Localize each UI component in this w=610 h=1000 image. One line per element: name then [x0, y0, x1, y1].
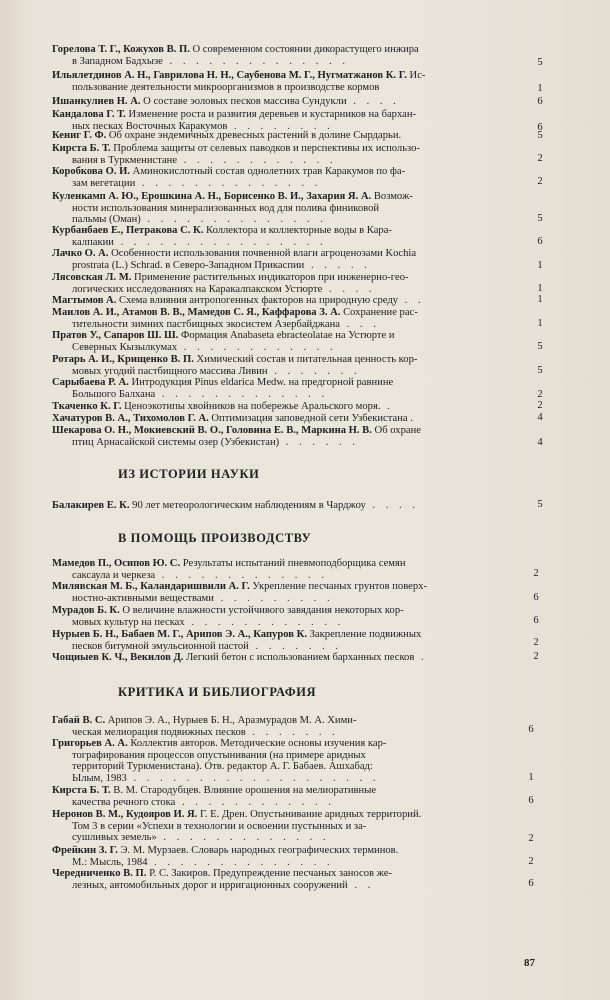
entry-title-cont: качества речного стока [72, 796, 176, 808]
leader-dots: . . . . [346, 96, 400, 107]
leader-dots: . . . . . . . . . . . . . . [162, 55, 350, 67]
page-ref: 1 [537, 283, 543, 294]
entry-title: О современном состоянии дикорастущего инжира [189, 44, 419, 55]
entry-title: Изменение роста и развития деревьев и кустарников на бархан- [125, 109, 417, 120]
leader-dots: . . . . . . . [245, 726, 339, 738]
entry-title: Возмож- [371, 191, 413, 202]
page-ref: 2 [537, 153, 543, 164]
entry [52, 652, 514, 664]
entry-title: Об охране эндемичных древесных растений в долине Сырдарьи. [106, 130, 402, 141]
entry-title-cont: мовых культур на песках [72, 616, 185, 628]
entry-title: Оптимизация заповедной сети Узбекистана . [208, 413, 413, 424]
leader-dots: . . . . . . . . . . . . . [155, 388, 329, 400]
leader-dots: . . . . [322, 283, 376, 295]
entry-author: Кениг Г. Ф. [52, 130, 107, 141]
entry [52, 425, 514, 448]
leader-dots: . [414, 652, 428, 663]
leader-dots: . . . . [365, 500, 419, 511]
entry-title: Коллектив авторов. Методические основы изучения кар- [127, 738, 387, 749]
entry [52, 377, 514, 400]
entry-author: Курбанбаев Е., Петракова С. К. [52, 225, 204, 236]
page-ref: 2 [537, 176, 543, 187]
entry-author: Мурадов Б. К. [52, 605, 120, 616]
page-ref: 6 [537, 122, 543, 133]
page-number: 87 [524, 957, 535, 969]
section-heading-history: ИЗ ИСТОРИИ НАУКИ [118, 467, 260, 481]
entry [52, 413, 514, 425]
leader-dots: . . . . . . . . . . . . . . . . . . . [126, 772, 380, 784]
entry-author: Чощиыев К. Ч., Векилов Д. [52, 652, 184, 663]
entry-title-cont: ных песках Восточных Каракумов [72, 120, 228, 132]
entry-title-cont: лезных, автомобильных дорог и ирригационных сооружений [72, 879, 348, 891]
page-ref: 2 [533, 637, 539, 648]
entry-title-cont: песков битумной эмульсионной пастой [72, 640, 249, 652]
page-ref: 1 [537, 294, 543, 305]
leader-dots: . . . . . . . . . . . . [177, 154, 337, 166]
entry-author: Ткаченко К. Г. [52, 401, 122, 412]
entry [52, 44, 514, 67]
entry-author: Григорьев А. А. [52, 738, 128, 749]
entry-title-cont: ческая мелиорация подвижных песков [72, 726, 246, 738]
page-ref: 1 [537, 260, 543, 271]
entry [52, 845, 514, 868]
entry-author: Кирста Б. Т. [52, 143, 111, 154]
entry-title-cont: Ылым, 1983 [72, 772, 127, 784]
entry-title-cont: Большого Балхана [72, 388, 156, 400]
leader-dots: . . . . . . . . . . . . [175, 796, 335, 808]
entry-title: Легкий бетон с использованием барханных песков [183, 652, 415, 663]
page-ref: 6 [537, 96, 543, 107]
entry-author: Милявская М. Б., Каландаришвили А. Г. [52, 581, 250, 592]
leader-dots: . . . . . . . . . . . . . . . . [113, 236, 327, 248]
leader-dots: . . . . . . . [267, 365, 361, 377]
entry-title: Формация Anabaseta ebracteolatae на Устюрте и [178, 330, 395, 341]
entry-title-cont: сушливых земель» [72, 832, 157, 844]
page-ref: 5 [537, 341, 543, 352]
entry [52, 401, 514, 413]
page-ref: 5 [537, 130, 543, 141]
entry [52, 581, 514, 604]
entry-title: Э. М. Мурзаев. Словарь народных географических терминов. [117, 845, 399, 856]
entry-author: Мамедов П., Осипов Ю. С. [52, 558, 181, 569]
page-ref: 6 [533, 592, 539, 603]
leader-dots: . . . . . . [279, 436, 359, 448]
entry [52, 715, 514, 738]
entry-title: Ценоэкотипы хвойников на побережье Аральского моря. [121, 401, 381, 412]
entry-title: Закрепление подвижных [306, 629, 422, 640]
entry-title: Р. С. Закиров. Предупреждение песчаных заносов же- [146, 868, 393, 879]
entry-title-cont: пальмы (Оман) [72, 214, 141, 226]
page-ref: 4 [537, 412, 543, 423]
entry [52, 295, 514, 307]
page-ref: 6 [533, 615, 539, 626]
page-ref: 5 [537, 365, 543, 376]
page-ref: 6 [528, 878, 534, 889]
page-ref: 5 [537, 57, 543, 68]
entry [52, 248, 514, 271]
entry-title: Ис- [406, 70, 426, 81]
entry [52, 143, 514, 166]
entry [52, 558, 514, 581]
entry-author: Лясовская Л. М. [52, 272, 132, 283]
entry-author: Кандалова Г. Т. [52, 109, 126, 120]
entry-title-cont: М.: Мысль, 1984 [72, 856, 148, 868]
leader-dots: . . [347, 879, 375, 891]
page-ref: 1 [537, 318, 543, 329]
entry-title: Сохранение рас- [340, 307, 418, 318]
entry-title: Проблема защиты от селевых паводков и перспективы их использо- [110, 143, 420, 154]
entry-title: О величине влажности устойчивого завядания некоторых кор- [119, 605, 404, 616]
entry-title-cont: тографирования процессов опустынивания (на примере аридных [72, 749, 366, 761]
page-ref: 2 [537, 389, 543, 400]
page-ref: 4 [537, 437, 543, 448]
section-heading-production: В ПОМОЩЬ ПРОИЗВОДСТВУ [118, 531, 312, 545]
entry [52, 785, 514, 808]
entry [52, 738, 514, 784]
entry-title: В. М. Стародубцев. Влияние орошения на мелиоративные [110, 785, 377, 796]
entry-author: Кирста Б. Т. [52, 785, 111, 796]
entry-author: Балакирев Е. К. [52, 500, 130, 511]
leader-dots: . . . . . . . . [227, 120, 334, 132]
entry [52, 307, 514, 330]
entry-author: Маилов А. И., Атамов В. В., Мамедов С. Я., Каффарова З. А. [52, 307, 341, 318]
leader-dots: . . . . . . . . . . . . . . [135, 177, 322, 189]
entry-title-cont: пользование деятельности микроорганизмов в производстве кормов [72, 81, 380, 93]
entry [52, 225, 514, 248]
entry [52, 330, 514, 353]
entry-author: Куленкамп А. Ю., Ерошкина А. Н., Борисенко В. И., Захария Я. А. [52, 191, 372, 202]
leader-dots: . . . . . . . [248, 640, 342, 652]
page-ref: 1 [537, 83, 543, 94]
entry-author: Чередниченко В. П. [52, 868, 147, 879]
page-ref: 2 [528, 833, 534, 844]
entry [52, 809, 514, 844]
entry [52, 191, 514, 226]
page-ref: 6 [528, 724, 534, 735]
leader-dots: . . . . . . . . . . . . [184, 616, 345, 628]
entry-title-cont: вания в Туркменистане [72, 154, 178, 166]
entry-author: Горелова Т. Г., Кожухов В. П. [52, 44, 190, 55]
entry [52, 96, 514, 108]
entry [52, 70, 514, 93]
entry-title: Схема влияния антропогенных факторов на природную среду [116, 295, 399, 306]
entry-title-cont: территорий Туркменистана). Отв. редактор А. Г. Бабаев. Ашхабад: [72, 761, 373, 773]
leader-dots: . . . . . . . . . [213, 592, 334, 604]
entry-author: Шекарова О. Н., Мокиевский В. О., Головина Е. В., Маркина Н. В. [52, 425, 372, 436]
entry-author: Фрейкин З. Г. [52, 845, 118, 856]
entry-title: Укрепление песчаных грунтов поверх- [249, 581, 427, 592]
entry-title-cont: птиц Арнасайской системы озер (Узбекистан) [72, 436, 280, 448]
leader-dots: . . [398, 295, 425, 306]
entry-title-cont: зам вегетации [72, 177, 136, 189]
entry [52, 868, 514, 891]
entry-author: Ишанкулиев Н. А. [52, 96, 141, 107]
entry [52, 354, 514, 377]
entry-title: Химический состав и питательная ценность кор- [193, 354, 418, 365]
entry [52, 629, 514, 652]
entry [52, 166, 514, 189]
entry [52, 109, 514, 132]
entry-title-cont: prostrata (L.) Schrad. в Северо-Западном Прикаспии [72, 259, 305, 271]
entry-author: Коробкова О. И. [52, 166, 131, 177]
entry-title: Об охране [371, 425, 421, 436]
leader-dots: . . . . . . . . . . . . . [155, 569, 328, 581]
entry-title-cont: ностно-активными веществами [72, 592, 214, 604]
page-ref: 6 [528, 795, 534, 806]
entry-title: Особенности использования почвенной влаги агроценозами Kochia [108, 248, 417, 259]
entry-title-cont: Северных Кызылкумах [72, 341, 178, 353]
leader-dots: . [380, 401, 394, 412]
page-ref: 6 [537, 236, 543, 247]
page-ref: 5 [537, 213, 543, 224]
entry-author: Сарыбаева Р. А. [52, 377, 129, 388]
page-ref: 1 [528, 772, 534, 783]
entry-author: Пратов У., Сапаров Ш. Ш. [52, 330, 179, 341]
entry-title: Арипов Э. А., Нурыев Б. Н., Аразмурадов М. А. Хими- [105, 715, 357, 726]
entry-title: 90 лет метеорологическим наблюдениям в Чарджоу [129, 500, 366, 511]
entry-author: Габай В. С. [52, 715, 106, 726]
entry-author: Нурыев Б. Н., Бабаев М. Г., Арипов Э. А., Капуров К. [52, 629, 307, 640]
entry-author: Ильялетдинов А. Н., Гаврилова Н. Н., Саубенова М. Г., Нугматжанов К. Г. [52, 70, 407, 81]
entry-title: О составе эоловых песков массива Сундукли [140, 96, 347, 107]
section-heading-critique: КРИТИКА И БИБЛИОГРАФИЯ [118, 685, 317, 699]
entry-title: Аминокислотный состав однолетних трав Каракумов по фа- [130, 166, 406, 177]
entry-title-cont: тительности зимних пастбищных экосистем Азербайджана [72, 318, 340, 330]
leader-dots: . . . [339, 318, 380, 330]
entry [52, 500, 514, 512]
entry-title-cont: мовых угодий пастбищного массива Ливин [72, 365, 268, 377]
entry-author: Магтымов А. [52, 295, 117, 306]
leader-dots: . . . . . [304, 259, 371, 271]
entry-title-cont: в Западном Бадхызе [72, 55, 163, 67]
entry-author: Лачко О. А. [52, 248, 109, 259]
entry [52, 272, 514, 295]
entry-title: Результаты испытаний пневмоподборщика семян [180, 558, 406, 569]
page-ref: 5 [537, 499, 543, 510]
leader-dots: . . . . . . . . . . . . . . [140, 214, 327, 226]
entry-title: Коллектора и коллекторные воды в Кара- [203, 225, 392, 236]
entry [52, 605, 514, 628]
page-ref: 2 [528, 856, 534, 867]
leader-dots: . . . . . . . . . . . . . [156, 832, 330, 844]
entry-title: Интродукция Pinus eldarica Medw. на предгорной равнине [128, 377, 394, 388]
entry-title: Применение растительных индикаторов при инженерно-гео- [131, 272, 409, 283]
entry-title-cont: ности использования минерализованных вод для полива финиковой [72, 202, 380, 214]
entry-title-cont: логических исследованиях на Каракалпакском Устюрте [72, 283, 323, 295]
entry-title-cont: калпакии [72, 236, 114, 248]
entry-author: Хачатуров В. А., Тихомолов Г. А. [52, 413, 209, 424]
entry-title: Г. Е. Дрен. Опустынивание аридных территорий. [197, 809, 422, 820]
entry [52, 130, 514, 142]
entry-author: Ротарь А. И., Крищенко В. П. [52, 354, 194, 365]
entry-title-cont: Том 3 в серии «Успехи в технологии и освоении пустынных и за- [72, 820, 367, 832]
page-ref: 2 [537, 400, 543, 411]
leader-dots: . . . . . . . . . . . . [177, 341, 337, 353]
page-ref: 2 [533, 651, 539, 662]
leader-dots: . . . . . . . . . . . . . . [147, 856, 334, 868]
page-ref: 2 [533, 568, 539, 579]
entry-author: Неронов В. М., Кудояров И. Я. [52, 809, 198, 820]
entry-title-cont: саксаула и черкеза [72, 569, 156, 581]
